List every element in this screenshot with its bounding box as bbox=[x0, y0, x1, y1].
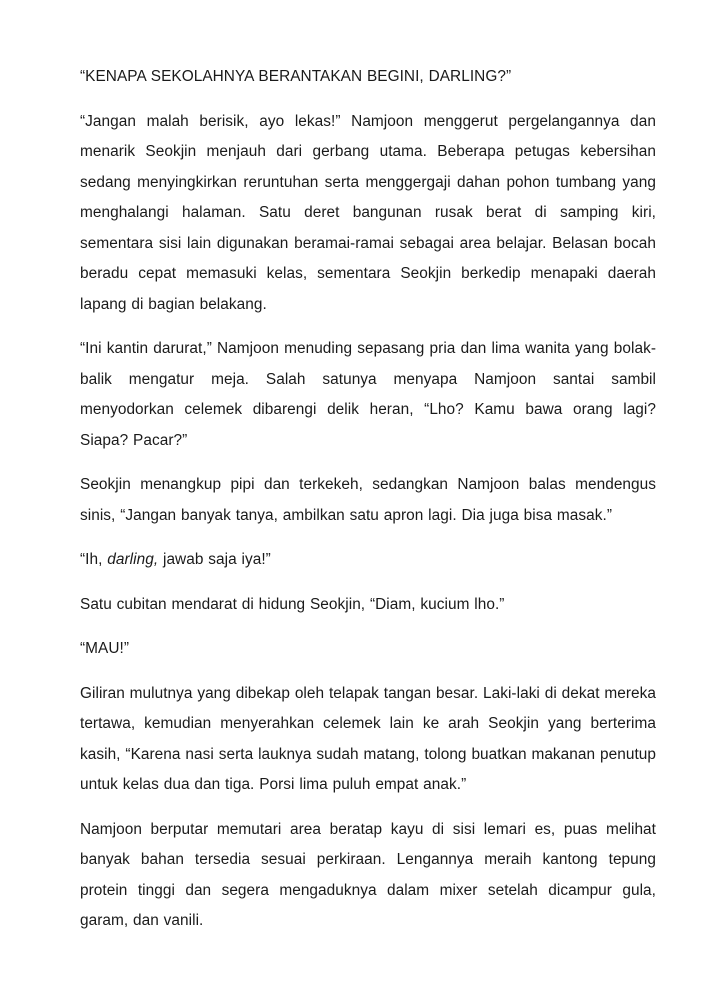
paragraph-dialogue bbox=[80, 545, 656, 576]
dialogue-after: jawab saja iya!” bbox=[158, 551, 271, 568]
paragraph: Giliran mulutnya yang dibekap oleh telapak tangan besar. Laki-laki di dekat mereka tertawa, kemudian menyerahkan celemek lain ke arah Seokjin yang berterima kasih, “Karena nasi serta lauknya sudah matang, tolong buatkan makanan penutup untuk kelas dua dan tiga. Porsi lima puluh empat anak.” bbox=[80, 684, 656, 793]
paragraph: Satu cubitan mendarat di hidung Seokjin, “Diam, kucium lho.” bbox=[80, 595, 505, 613]
paragraph: “Ini kantin darurat,” Namjoon menuding sepasang pria dan lima wanita yang bolak-balik mengatur meja. Salah satunya menyapa Namjoon santai sambil menyodorkan celemek dibarengi delik heran, “Lho? Kamu bawa orang lagi? Siapa? Pacar?” bbox=[80, 340, 656, 449]
paragraph-heading-quote: “KENAPA SEKOLAHNYA BERANTAKAN BEGINI, DARLING?” bbox=[80, 68, 512, 85]
paragraph-short-quote: “MAU!” bbox=[80, 640, 130, 657]
italic-word: darling, bbox=[107, 551, 159, 568]
paragraph: Namjoon berputar memutari area beratap kayu di sisi lemari es, puas melihat banyak bahan tersedia sesuai perkiraan. Lengannya meraih kantong tepung protein tinggi dan segera mengaduknya dalam mixer setelah dicampur gula, garam, dan vanili. bbox=[80, 820, 656, 929]
document-page bbox=[80, 62, 656, 951]
dialogue-before: “Ih, bbox=[80, 551, 108, 568]
paragraph: “Jangan malah berisik, ayo lekas!” Namjoon menggerut pergelangannya dan menarik Seokjin menjauh dari gerbang utama. Beberapa petugas kebersihan sedang menyingkirkan reruntuhan serta menggergaji dahan pohon tumbang yang menghalangi halaman. Satu deret bangunan rusak berat di samping kiri, sementara sisi lain digunakan beramai-ramai sebagai area belajar. Belasan bocah beradu cepat memasuki kelas, sementara Seokjin berkedip menapaki daerah lapang di bagian belakang. bbox=[80, 112, 656, 313]
paragraph: Seokjin menangkup pipi dan terkekeh, sedangkan Namjoon balas mendengus sinis, “Jangan banyak tanya, ambilkan satu apron lagi. Dia juga bisa masak.” bbox=[80, 476, 656, 524]
